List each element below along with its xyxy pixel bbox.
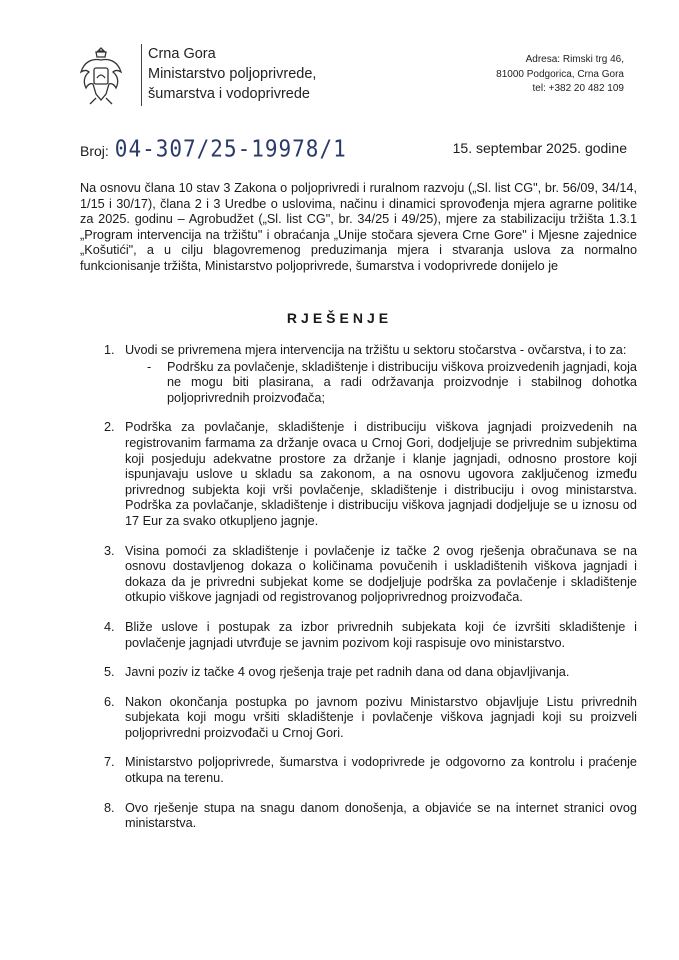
list-item (104, 801, 637, 832)
coat-of-arms-icon (78, 44, 124, 108)
list-item (104, 695, 637, 742)
org-line: Crna Gora (148, 46, 216, 62)
ministry-name (148, 44, 316, 104)
item-text: Visina pomoći za skladištenje i povlačenje iz tačke 2 ovog rješenja obračunava se na osnovu dostavljenog dokaza o količinama povučenih i uskladištenih viškova jagnjadi i dokaza da je privredni subjekat kome se dodjeljuje podrška za povlačenje i skladištenje otkupio viškove jagnjadi od registrovanog poljoprivrednog proizvođača. (125, 543, 637, 605)
item-number: 4. (104, 619, 115, 634)
document-date: 15. septembar 2025. godine (452, 140, 627, 156)
item-text: Uvodi se privremena mjera intervencija na tržištu u sektoru stočarstva - ovčarstva, i to za: (125, 343, 627, 357)
sub-item-text: Podršku za povlačenje, skladištenje i distribuciju viškova proizvedenih jagnjadi, koja ne mogu biti plasirana, a radi održavanja proizvodnje i stabilnog dohotka poljoprivrednih proizvođača; (167, 359, 637, 405)
sub-item (125, 360, 637, 407)
decision-items (104, 343, 637, 846)
broj-handwritten-value: 04-307/25-19978/1 (114, 135, 347, 163)
dash-bullet: - (147, 359, 152, 374)
address-line: tel: +382 20 482 109 (532, 83, 624, 94)
item-number: 2. (104, 420, 115, 435)
item-text: Javni poziv iz tačke 4 ovog rješenja traje pet radnih dana od dana objavljivanja. (125, 665, 570, 680)
item-number: 6. (104, 694, 115, 709)
address-line: Adresa: Rimski trg 46, (525, 54, 624, 65)
item-number: 8. (104, 800, 115, 815)
item-text: Podrška za povlačanje, skladištenje i distribuciju viškova jagnjadi proizvedenih na registrovanim farmama za držanje ovaca u Crnoj Gori, dodjeljuje se privrednim subjektima koji posjeduju adekvatne prostore za držanje i klanje jagnjadi, odnosno prostore koji ispunjavaju uslove u skladu sa zakonom, a na osnovu ugovora zaključenog između privrednog subjekta koji vrši povlačenje, skladištenje i distribuciju i ovog ministarstva. Podrška za povlačanje, skladištenje i distribuciju viškova jagnjadi dodjeljuje se u iznosu od 17 Eur za svako otkupljeno jagnje. (125, 420, 637, 528)
reference-number (80, 137, 347, 161)
header-divider (141, 44, 142, 106)
org-line: šumarstva i vodoprivrede (148, 86, 310, 102)
ministry-address (496, 53, 624, 97)
list-item (104, 620, 637, 651)
list-item (104, 755, 637, 786)
item-text: Bliže uslove i postupak za izbor privrednih subjekata koji će izvršiti skladištenje i povlačenje jagnjadi utvrđuje se javnim pozivom koji raspisuje ovo ministarstvo. (125, 619, 637, 650)
item-number: 1. (104, 343, 115, 357)
item-number: 5. (104, 665, 115, 680)
item-text: Ovo rješenje stupa na snagu danom donošenja, a objaviće se na internet stranici ovog ministarstva. (125, 800, 637, 831)
item-number: 3. (104, 543, 115, 558)
document-title: RJEŠENJE (286, 310, 393, 326)
org-line: Ministarstvo poljoprivrede, (148, 66, 317, 82)
list-item (104, 544, 637, 606)
item-text: Nakon okončanja postupka po javnom pozivu Ministarstvo objavljuje Listu privrednih subjekata koji mogu vršiti skladištenje i povlačenje viškova jagnjadi koji su proizveli poljoprivredni proizvođači u Crnoj Gori. (125, 694, 637, 740)
item-text: Ministarstvo poljoprivrede, šumarstva i vodoprivrede je odgovorno za kontrolu i praćenje otkupa na terenu. (125, 755, 637, 786)
list-item (104, 665, 637, 681)
preamble-paragraph: Na osnovu člana 10 stav 3 Zakona o poljoprivredi i ruralnom razvoju („Sl. list CG", br. 56/09, 34/14, 1/15 i 30/17), člana 2 i 3 Uredbe o uslovima, načinu i dinamici sprovođenja mjera agrarne politike za 2025. godinu – Agrobudžet („Sl. list CG", br. 34/25 i 49/25), mjere za stabilizaciju tržišta 1.3.1 „Program intervencija na tržištu" i obraćanja „Unije stočara sjevera Crne Gore" i Mjesne zajednice „Košutići", a u cilju blagovremenog preduzimanja mjera i stvaranja uslova za normalno funkcionisanje tržišta, Ministarstvo poljoprivrede, šumarstva i vodoprivrede donijelo je (80, 181, 637, 273)
broj-label: Broj: (80, 143, 109, 159)
list-item (104, 343, 637, 406)
item-number: 7. (104, 755, 115, 770)
address-line: 81000 Podgorica, Crna Gora (496, 68, 624, 80)
list-item (104, 420, 637, 529)
